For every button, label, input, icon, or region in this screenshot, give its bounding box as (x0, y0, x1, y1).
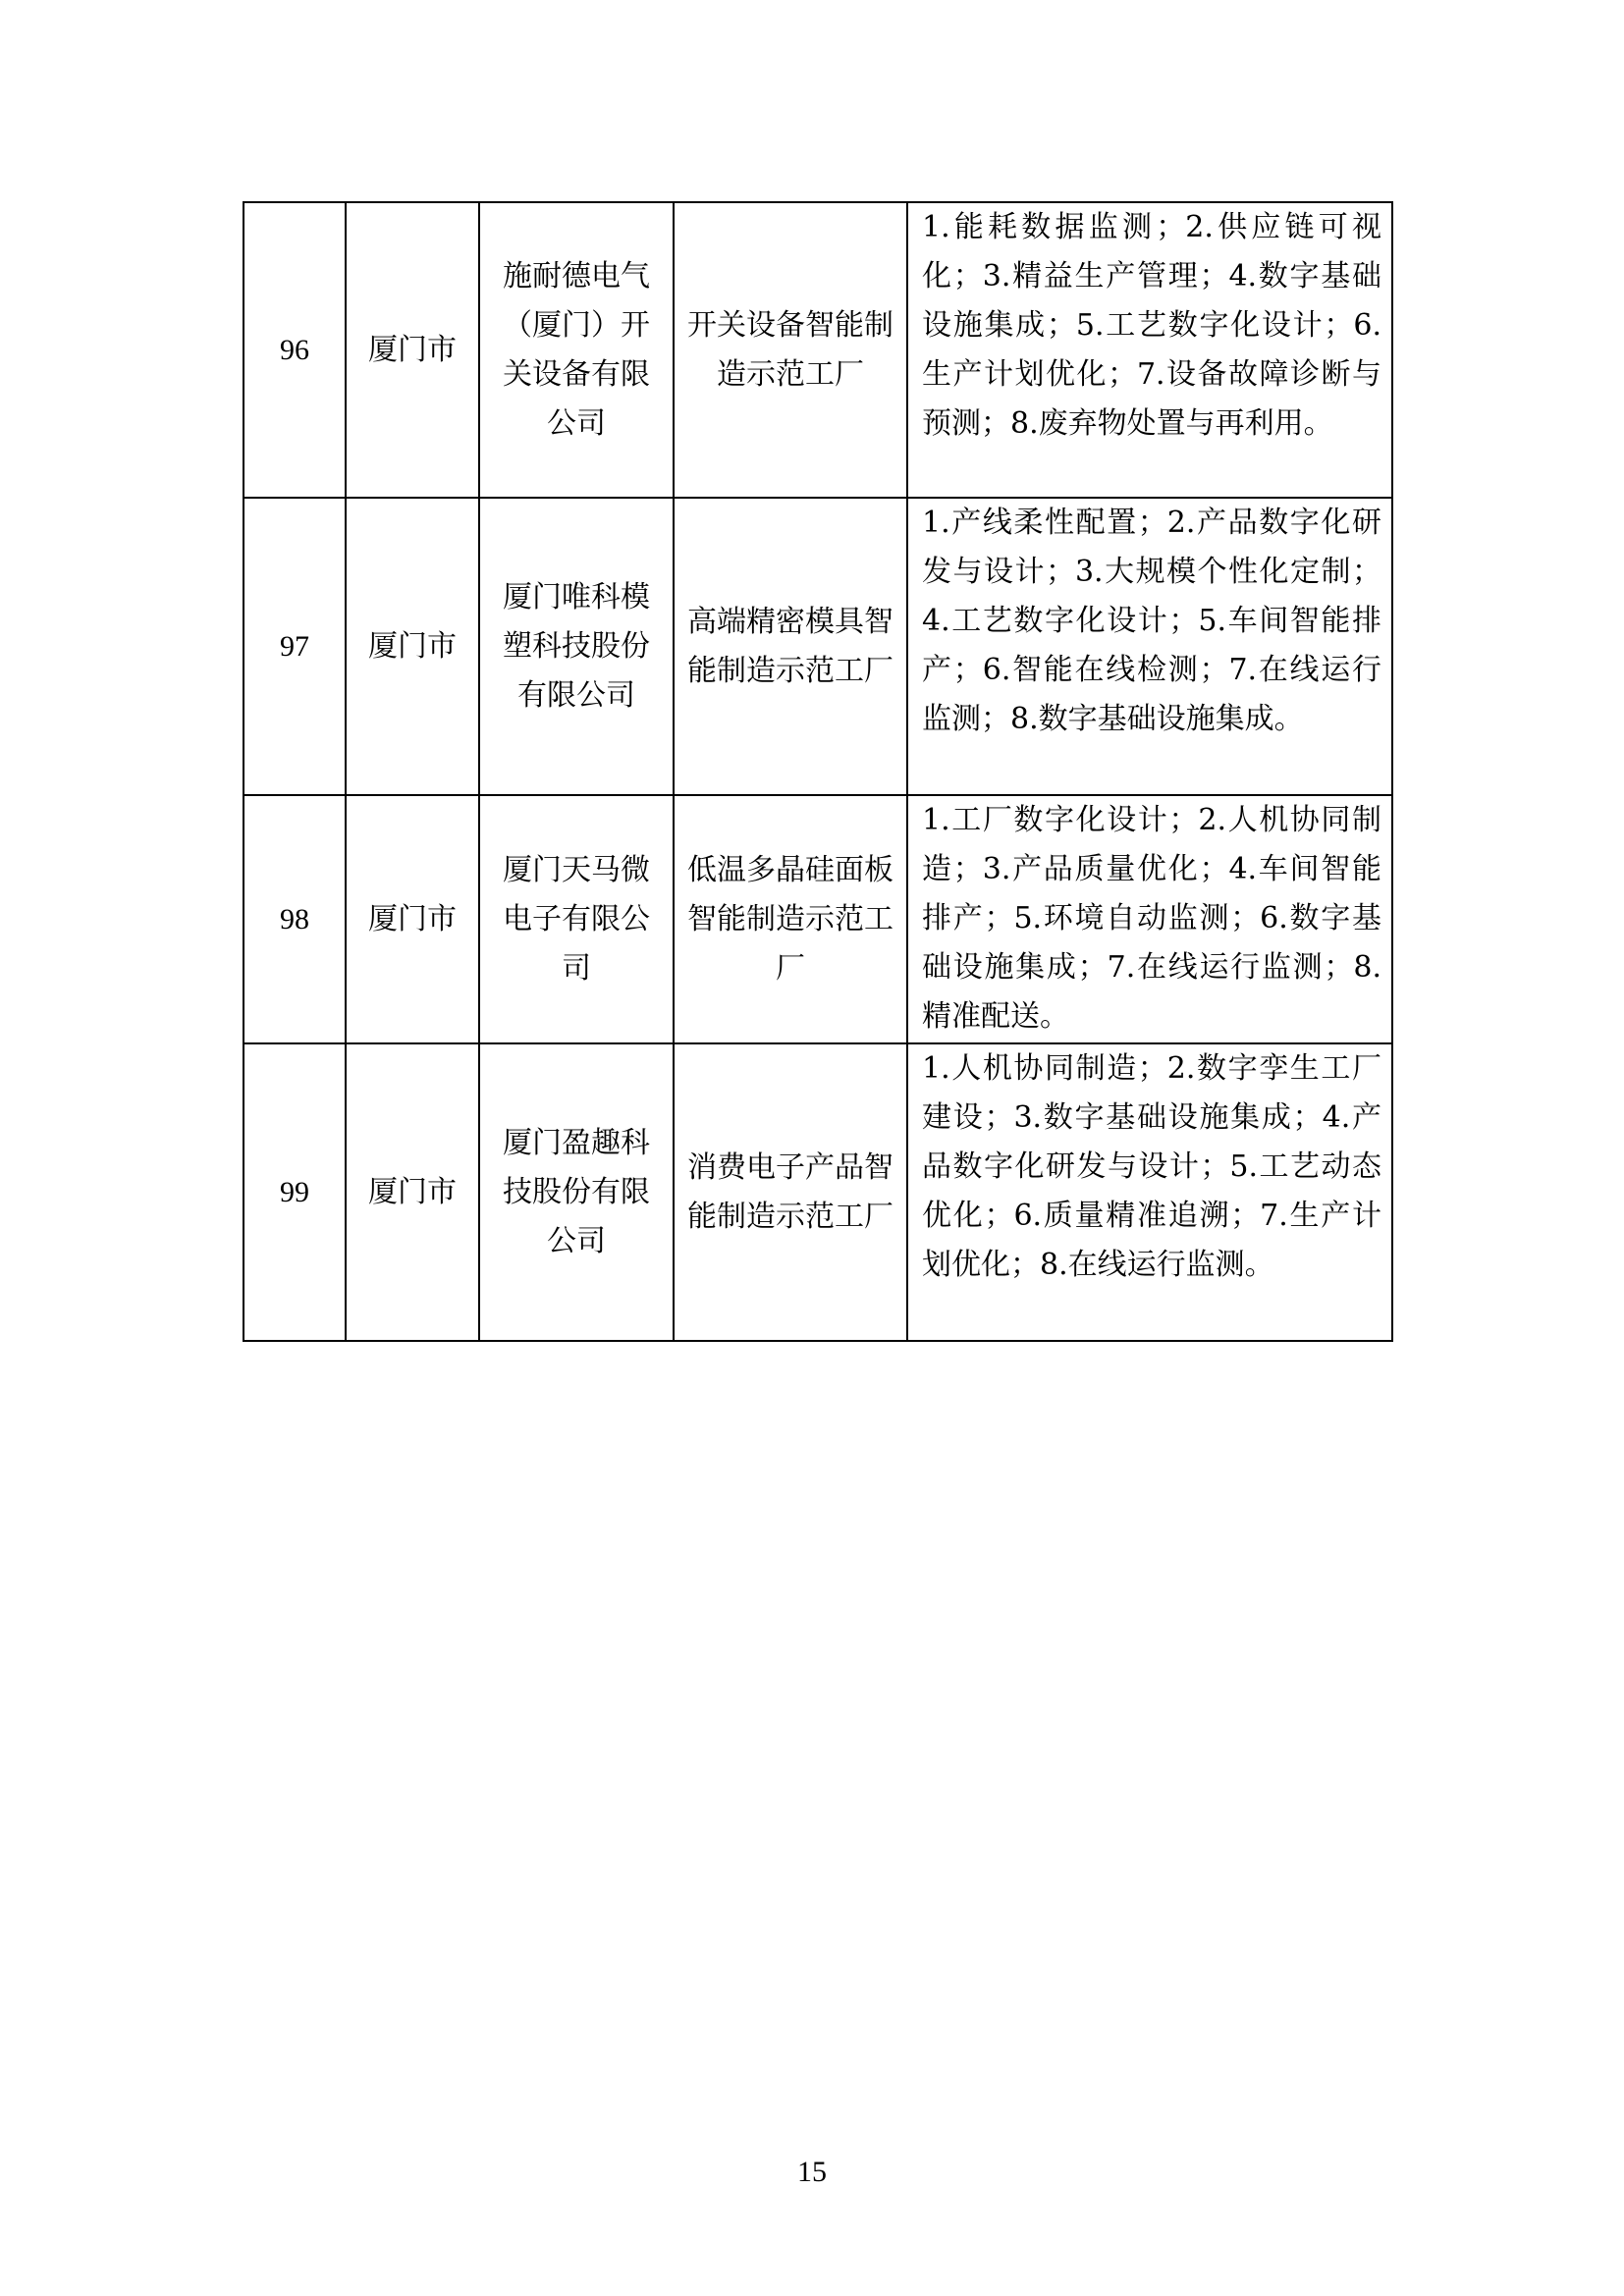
row-number: 99 (280, 1175, 309, 1208)
table-row (244, 795, 1392, 1043)
row-number: 96 (280, 333, 309, 366)
table-row (244, 498, 1392, 795)
demonstration-factory-table (243, 201, 1393, 1342)
city-cell (346, 795, 479, 1043)
company-name: 厦门盈趣科技股份有限公司 (503, 1125, 650, 1258)
content-cell (907, 795, 1392, 1043)
construction-content: 1.人机协同制造；2.数字孪生工厂建设；3.数字基础设施集成；4.产品数字化研发与设计；5.工艺动态优化；6.质量精准追溯；7.生产计划优化；8.在线运行监测。 (922, 1051, 1381, 1282)
construction-content: 1.能耗数据监测；2.供应链可视化；3.精益生产管理；4.数字基础设施集成；5.工艺数字化设计；6.生产计划优化；7.设备故障诊断与预测；8.废弃物处置与再利用。 (922, 210, 1381, 441)
company-name: 厦门唯科模塑科技股份有限公司 (503, 579, 650, 713)
row-number-cell (244, 1043, 346, 1341)
city-cell (346, 498, 479, 795)
row-number-cell (244, 795, 346, 1043)
project-cell (674, 498, 907, 795)
project-name: 开关设备智能制造示范工厂 (687, 307, 893, 392)
row-number-cell (244, 202, 346, 498)
company-name: 厦门天马微电子有限公司 (503, 852, 650, 986)
content-cell (907, 1043, 1392, 1341)
row-number-cell (244, 498, 346, 795)
construction-content: 1.工厂数字化设计；2.人机协同制造；3.产品质量优化；4.车间智能排产；5.环境自动监测；6.数字基础设施集成；7.在线运行监测；8.精准配送。 (922, 803, 1381, 1034)
city-name: 厦门市 (368, 332, 457, 367)
company-cell (479, 1043, 674, 1341)
city-name: 厦门市 (368, 901, 457, 936)
table-row (244, 1043, 1392, 1341)
project-cell (674, 202, 907, 498)
city-cell (346, 202, 479, 498)
city-cell (346, 1043, 479, 1341)
construction-content: 1.产线柔性配置；2.产品数字化研发与设计；3.大规模个性化定制；4.工艺数字化设计；5.车间智能排产；6.智能在线检测；7.在线运行监测；8.数字基础设施集成。 (922, 506, 1381, 736)
content-cell (907, 202, 1392, 498)
project-name: 消费电子产品智能制造示范工厂 (687, 1149, 893, 1234)
project-cell (674, 1043, 907, 1341)
company-cell (479, 202, 674, 498)
row-number: 97 (280, 629, 309, 663)
company-cell (479, 498, 674, 795)
project-name: 高端精密模具智能制造示范工厂 (687, 604, 893, 688)
city-name: 厦门市 (368, 1174, 457, 1209)
city-name: 厦门市 (368, 628, 457, 664)
company-cell (479, 795, 674, 1043)
table-row (244, 202, 1392, 498)
project-name: 低温多晶硅面板智能制造示范工厂 (687, 852, 893, 986)
company-name: 施耐德电气（厦门）开关设备有限公司 (503, 258, 650, 441)
row-number: 98 (280, 902, 309, 935)
content-cell (907, 498, 1392, 795)
page-number: 15 (797, 2156, 827, 2188)
project-cell (674, 795, 907, 1043)
